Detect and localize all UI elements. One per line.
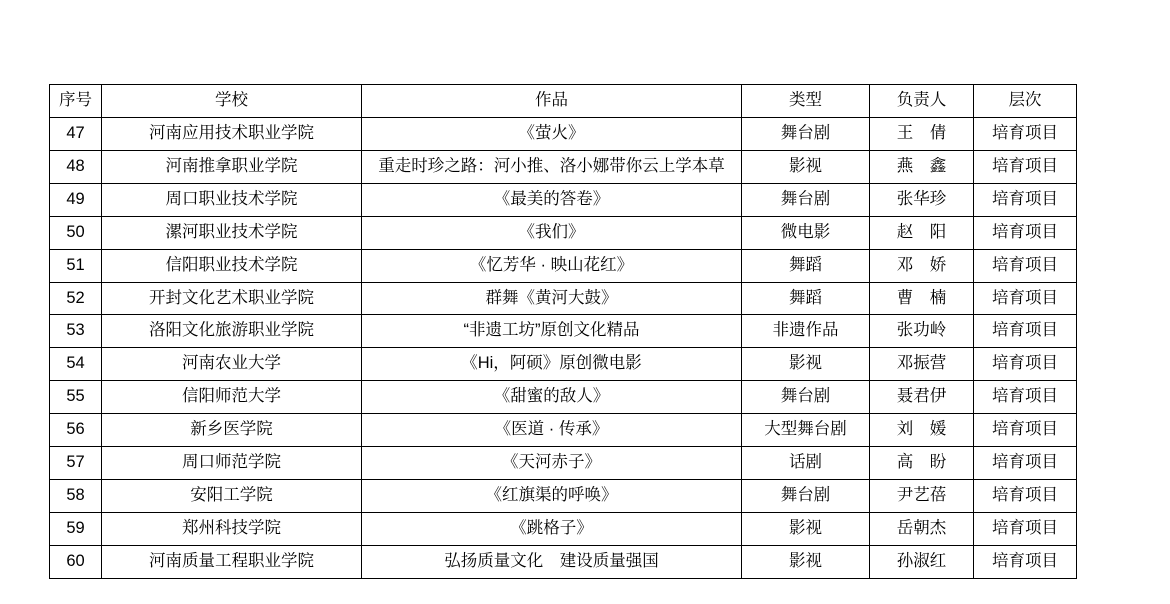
cell-level: 培育项目 — [974, 447, 1077, 480]
cell-seq: 56 — [50, 414, 102, 447]
cell-seq: 59 — [50, 512, 102, 545]
cell-seq: 54 — [50, 348, 102, 381]
cell-person: 尹艺蓓 — [870, 480, 974, 513]
cell-person: 刘 媛 — [870, 414, 974, 447]
cell-work: 《我们》 — [362, 216, 742, 249]
cell-type: 话剧 — [742, 447, 870, 480]
cell-level: 培育项目 — [974, 480, 1077, 513]
cell-seq: 55 — [50, 381, 102, 414]
cell-person: 王 倩 — [870, 117, 974, 150]
cell-seq: 57 — [50, 447, 102, 480]
column-header-type: 类型 — [742, 85, 870, 118]
projects-table — [49, 84, 1077, 579]
cell-person: 高 盼 — [870, 447, 974, 480]
cell-level: 培育项目 — [974, 150, 1077, 183]
cell-type: 影视 — [742, 348, 870, 381]
cell-school: 信阳师范大学 — [102, 381, 362, 414]
cell-person: 邓振营 — [870, 348, 974, 381]
cell-seq: 52 — [50, 282, 102, 315]
cell-work: 群舞《黄河大鼓》 — [362, 282, 742, 315]
cell-person: 孙淑红 — [870, 545, 974, 578]
cell-level: 培育项目 — [974, 117, 1077, 150]
column-header-level: 层次 — [974, 85, 1077, 118]
cell-person: 燕 鑫 — [870, 150, 974, 183]
cell-person: 聂君伊 — [870, 381, 974, 414]
column-header-work: 作品 — [362, 85, 742, 118]
cell-school: 洛阳文化旅游职业学院 — [102, 315, 362, 348]
cell-level: 培育项目 — [974, 315, 1077, 348]
cell-work: 《Hi，阿硕》原创微电影 — [362, 348, 742, 381]
cell-work: 《萤火》 — [362, 117, 742, 150]
cell-work: “非遗工坊”原创文化精品 — [362, 315, 742, 348]
cell-school: 新乡医学院 — [102, 414, 362, 447]
cell-seq: 47 — [50, 117, 102, 150]
cell-person: 邓 娇 — [870, 249, 974, 282]
cell-school: 漯河职业技术学院 — [102, 216, 362, 249]
table-row — [50, 545, 1077, 578]
cell-level: 培育项目 — [974, 545, 1077, 578]
cell-work: 《最美的答卷》 — [362, 183, 742, 216]
cell-school: 信阳职业技术学院 — [102, 249, 362, 282]
table-row — [50, 381, 1077, 414]
cell-level: 培育项目 — [974, 381, 1077, 414]
table-row — [50, 414, 1077, 447]
cell-school: 周口师范学院 — [102, 447, 362, 480]
cell-seq: 60 — [50, 545, 102, 578]
cell-person: 张华珍 — [870, 183, 974, 216]
table-row — [50, 117, 1077, 150]
cell-level: 培育项目 — [974, 249, 1077, 282]
table-row — [50, 249, 1077, 282]
cell-work: 《甜蜜的敌人》 — [362, 381, 742, 414]
cell-person: 张功岭 — [870, 315, 974, 348]
column-header-person: 负责人 — [870, 85, 974, 118]
cell-seq: 58 — [50, 480, 102, 513]
cell-school: 安阳工学院 — [102, 480, 362, 513]
cell-work: 《忆芳华 · 映山花红》 — [362, 249, 742, 282]
cell-seq: 48 — [50, 150, 102, 183]
cell-type: 舞台剧 — [742, 480, 870, 513]
cell-level: 培育项目 — [974, 183, 1077, 216]
cell-level: 培育项目 — [974, 414, 1077, 447]
cell-type: 非遗作品 — [742, 315, 870, 348]
cell-level: 培育项目 — [974, 216, 1077, 249]
table-body — [50, 117, 1077, 578]
cell-seq: 50 — [50, 216, 102, 249]
table-row — [50, 282, 1077, 315]
cell-work: 《天河赤子》 — [362, 447, 742, 480]
cell-level: 培育项目 — [974, 282, 1077, 315]
cell-work: 《红旗渠的呼唤》 — [362, 480, 742, 513]
cell-school: 河南推拿职业学院 — [102, 150, 362, 183]
table-row — [50, 447, 1077, 480]
table-header — [50, 85, 1077, 118]
cell-work: 《医道 · 传承》 — [362, 414, 742, 447]
cell-type: 影视 — [742, 150, 870, 183]
cell-type: 舞蹈 — [742, 249, 870, 282]
column-header-school: 学校 — [102, 85, 362, 118]
table-row — [50, 216, 1077, 249]
cell-person: 赵 阳 — [870, 216, 974, 249]
cell-person: 曹 楠 — [870, 282, 974, 315]
cell-level: 培育项目 — [974, 348, 1077, 381]
cell-type: 影视 — [742, 512, 870, 545]
cell-type: 微电影 — [742, 216, 870, 249]
cell-type: 大型舞台剧 — [742, 414, 870, 447]
cell-school: 河南应用技术职业学院 — [102, 117, 362, 150]
cell-school: 开封文化艺术职业学院 — [102, 282, 362, 315]
cell-type: 舞台剧 — [742, 183, 870, 216]
cell-type: 影视 — [742, 545, 870, 578]
table-row — [50, 183, 1077, 216]
table-row — [50, 480, 1077, 513]
cell-work: 《跳格子》 — [362, 512, 742, 545]
cell-school: 周口职业技术学院 — [102, 183, 362, 216]
cell-school: 河南质量工程职业学院 — [102, 545, 362, 578]
table-container — [49, 84, 1076, 579]
cell-school: 河南农业大学 — [102, 348, 362, 381]
table-row — [50, 348, 1077, 381]
cell-level: 培育项目 — [974, 512, 1077, 545]
table-row — [50, 315, 1077, 348]
table-row — [50, 150, 1077, 183]
cell-seq: 53 — [50, 315, 102, 348]
cell-seq: 49 — [50, 183, 102, 216]
cell-type: 舞蹈 — [742, 282, 870, 315]
cell-type: 舞台剧 — [742, 117, 870, 150]
cell-type: 舞台剧 — [742, 381, 870, 414]
cell-person: 岳朝杰 — [870, 512, 974, 545]
cell-work: 弘扬质量文化 建设质量强国 — [362, 545, 742, 578]
cell-school: 郑州科技学院 — [102, 512, 362, 545]
table-header-row — [50, 85, 1077, 118]
cell-work: 重走时珍之路：河小推、洛小娜带你云上学本草 — [362, 150, 742, 183]
cell-seq: 51 — [50, 249, 102, 282]
column-header-seq: 序号 — [50, 85, 102, 118]
table-row — [50, 512, 1077, 545]
